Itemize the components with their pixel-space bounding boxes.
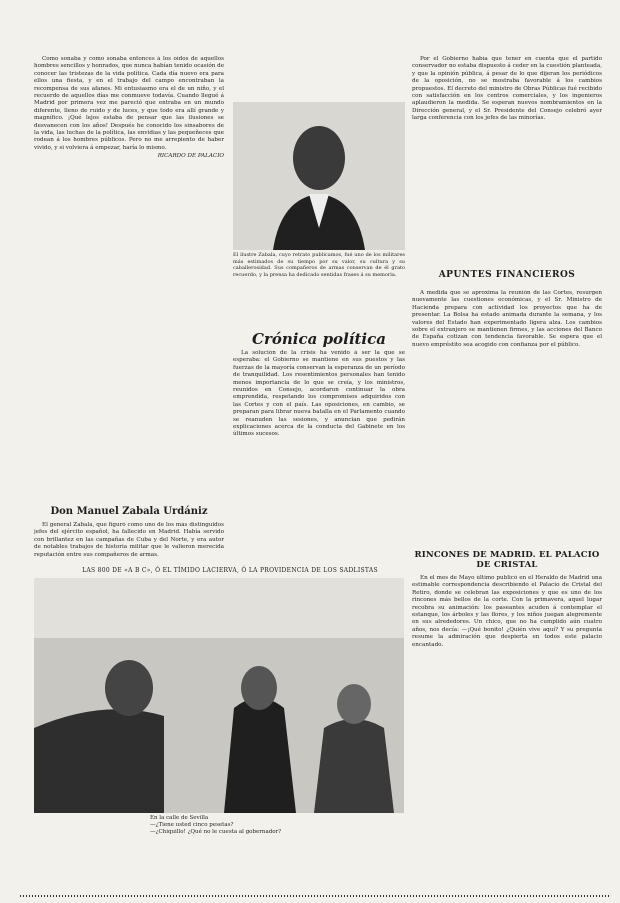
apuntes-article (412, 290, 602, 535)
apuntes-heading: APUNTES FINANCIEROS (438, 270, 576, 280)
rincones-article (412, 575, 602, 890)
rincones-heading: RINCONES DE MADRID. EL PALACIO DE CRISTAL (414, 550, 600, 570)
photo-caption-line: En la calle de Sevilla (150, 815, 209, 821)
portrait-zabala (233, 102, 405, 250)
rincones-body: En el mes de Mayo último publicó en el Heraldo de Madrid una estimable correspondencia describiendo el Palacio de Cristal del Retiro, donde se celebran las exposiciones y que es uno de los rincones más bellos de la corte. Con la primavera, aquel lugar recobra su animación: los paseantes acuden á contemplar el estanque, los árboles y las flores, y los niños juegan alegremente en sus alrededores. Un chico, que no ha cumplido aún cuatro años, nos decía: —¡Qué bonito! ¿Quién vive aquí? Y su pregunta resume la admiración que despierta en todos este palacio encantado. (412, 575, 602, 648)
zabala-body: El general Zabala, que figuró como uno de los más distinguidos jefes del ejército español, ha fallecido en Madrid. Había servido con brillantez en las campañas de Cuba y del Norte, y era autor de notables trabajos de historia militar que le valieron merecida reputación entre sus compañeros de armas. (34, 522, 224, 558)
column-3-body: Por el Gobierno había que tener en cuenta que el partido conservador no estaba dispuesto á ceder en la cuestión planteada, y que la opinión pública, á pesar de lo que dijeran los periódicos de la oposición, no se mostraba favorable á los cambios propuestos. El decreto del ministro de Obras Públicas fué recibido con satisfacción en los centros comerciales, y los ingenieros aplaudieron la medida. Se esperan nuevos nombramientos en la Dirección general, y el Sr. Presidente del Consejo celebró ayer larga conferencia con los jefes de las minorías. (412, 56, 602, 122)
column-1-signature: RICARDO DE PALACIO (157, 153, 224, 160)
photo-caption (150, 815, 320, 836)
column-1-article (34, 56, 224, 556)
photo-caption-line: —¿Tiene usted cinco pesetas? (150, 822, 234, 828)
cronica-body: La solución de la crisis ha venido á ser la que se esperaba: el Gobierno se mantiene en sus puestos y las fuerzas de la mayoría conservan la esperanza de un período de tranquilidad. Los resentimientos personales han tenido menos importancia de lo que se creía, y los ministros, reunidos en Consejo, acordaron continuar la obra emprendida, respetando los compromisos adquiridos con las Cortes y con el país. Las oposiciones, en cambio, se preparan para librar nueva batalla en el Parlamento cuando se reanuden las sesiones, y anuncian que pedirán explicaciones acerca de la conducta del Gabinete en los últimos sucesos. (233, 350, 405, 438)
zabala-heading: Don Manuel Zabala Urdániz (50, 506, 208, 517)
bottom-rule (20, 895, 610, 897)
column-1-body: Como sonaba y como sonaba entonces á los oídos de aquellos hombres sencillos y honrados, que nunca habían tenido ocasión de conocer las tristezas de la vida política. Cada día nuevo era para ellos una fiesta, y en el trabajo del campo encontraban la recompensa de sus afanes. Mi entusiasmo era el de un niño, y el recuerdo de aquellos días me conmueve todavía. Cuando llegué á Madrid por primera vez me pareció que entraba en un mundo diferente, lleno de ruido y de luces, y que todo era allí grande y magnífico. ¡Qué lejos estaba de pensar que las ilusiones se desvanecen con los años! Después he conocido los sinsabores de la vida, las luchas de la política, las envidias y las pequeñeces que rodean á los hombres públicos. Pero no me arrepiento de haber vivido, y si volviera á empezar, haría lo mismo. (34, 56, 224, 151)
cronica-article (233, 350, 405, 560)
portrait-caption: El ilustre Zabala, cuyo retrato publicamos, fué uno de los militares más estimados de su tiempo por su valor, su cultura y su caballerosidad. Sus compañeros de armas conservan de él grato recuerdo, y la prensa ha dedicado sentidas frases á su memoria. (233, 252, 405, 278)
street-photo (34, 578, 404, 813)
zabala-article (34, 522, 224, 562)
column-3-article (412, 56, 602, 266)
apuntes-body: A medida que se aproxima la reunión de las Cortes, resurgen nuevamente las cuestiones económicas, y el Sr. Ministro de Hacienda prepara con actividad los proyectos que ha de presentar. La Bolsa ha estado animada durante la semana, y los valores del Estado han experimentado ligera alza. Los cambios sobre el extranjero se mantienen firmes, y las acciones del Banco de España cotizan con tendencia favorable. Se espera que el nuevo empréstito sea acogido con confianza por el público. (412, 290, 602, 348)
photo-caption-line: —¿Chiquillo! ¿Qué no le cuesta al gobernador? (150, 829, 282, 835)
photo-title: LAS 800 DE «A B C», Ó EL TÍMIDO LACIERVA, Ó LA PROVIDENCIA DE LOS SADLISTAS (82, 567, 378, 574)
cronica-heading: Crónica política (252, 330, 386, 348)
